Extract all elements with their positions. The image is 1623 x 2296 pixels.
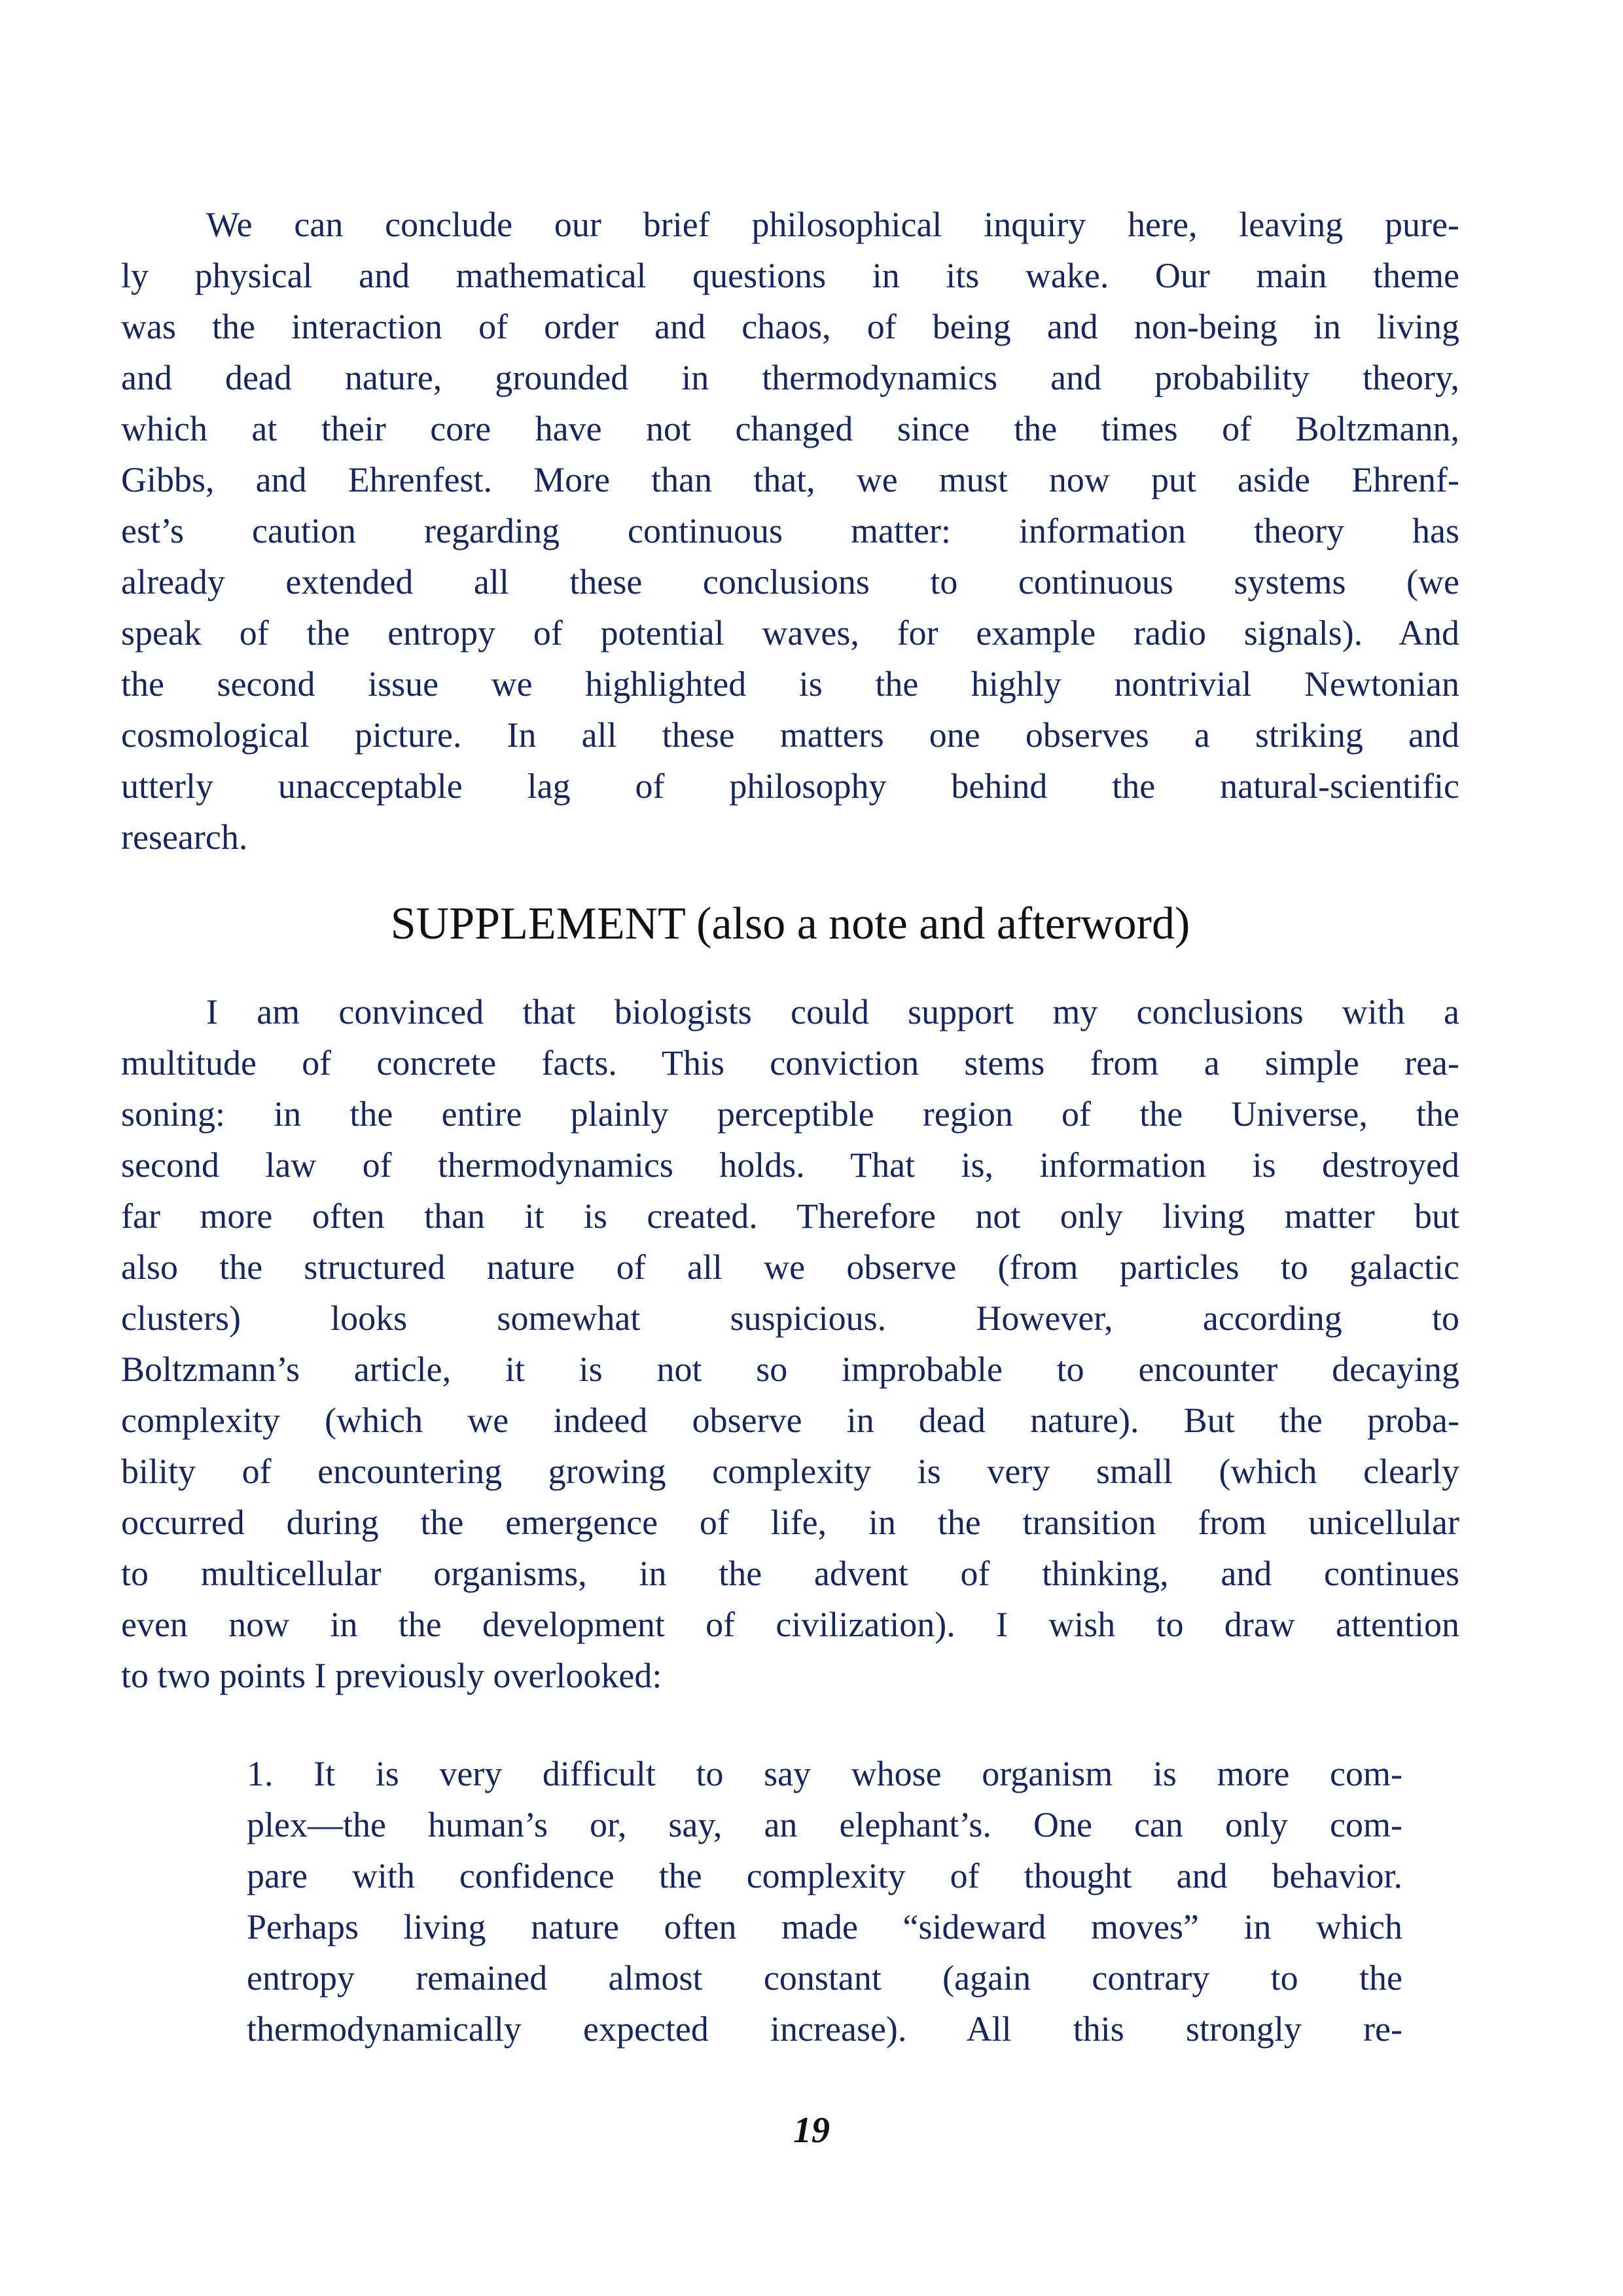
text-line: which at their core have not changed since the times of Boltzmann, bbox=[121, 409, 1459, 448]
text-line: occurred during the emergence of life, in the transition from unicellular bbox=[121, 1503, 1459, 1542]
text-line: second law of thermodynamics holds. That is, information is destroyed bbox=[121, 1145, 1459, 1185]
text-line: complexity (which we indeed observe in dead nature). But the proba- bbox=[121, 1401, 1459, 1440]
text-line: cosmological picture. In all these matters one observes a striking and bbox=[121, 715, 1459, 755]
paragraph-1 bbox=[121, 199, 1459, 863]
text-line: ly physical and mathematical questions in its wake. Our main theme bbox=[121, 256, 1459, 295]
text-line: speak of the entropy of potential waves, for example radio signals). And bbox=[121, 613, 1459, 653]
text-line: Gibbs, and Ehrenfest. More than that, we must now put aside Ehrenf- bbox=[121, 460, 1459, 499]
text-line: even now in the development of civilization). I wish to draw attention bbox=[121, 1605, 1459, 1644]
text-line: est’s caution regarding continuous matter: information theory has bbox=[121, 511, 1459, 550]
text-line: far more often than it is created. Therefore not only living matter but bbox=[121, 1196, 1459, 1236]
text-line: soning: in the entire plainly perceptible region of the Universe, the bbox=[121, 1094, 1459, 1134]
body-column bbox=[121, 199, 1459, 2054]
text-line: Perhaps living nature often made “sideward moves” in which bbox=[247, 1907, 1402, 1946]
text-line: 1. It is very difficult to say whose organism is more com- bbox=[247, 1754, 1402, 1793]
text-line: utterly unacceptable lag of philosophy behind the natural-scientific bbox=[121, 766, 1459, 806]
text-line: was the interaction of order and chaos, of being and non-being in living bbox=[121, 307, 1459, 346]
text-line: I am convinced that biologists could support my conclusions with a bbox=[206, 992, 1459, 1031]
text-line: entropy remained almost constant (again contrary to the bbox=[247, 1958, 1402, 1998]
paragraph-2 bbox=[121, 986, 1459, 1701]
section-heading: SUPPLEMENT (also a note and afterword) bbox=[390, 899, 1190, 949]
text-line: the second issue we highlighted is the highly nontrivial Newtonian bbox=[121, 664, 1459, 704]
text-line: research. bbox=[121, 817, 248, 857]
text-line: pare with confidence the complexity of thought and behavior. bbox=[247, 1856, 1402, 1895]
text-line: thermodynamically expected increase). All this strongly re- bbox=[247, 2009, 1402, 2049]
text-line: already extended all these conclusions to continuous systems (we bbox=[121, 562, 1459, 601]
text-line: Boltzmann’s article, it is not so improbable to encounter decaying bbox=[121, 1350, 1459, 1389]
text-line: clusters) looks somewhat suspicious. However, according to bbox=[121, 1299, 1459, 1338]
text-line: to multicellular organisms, in the advent of thinking, and continues bbox=[121, 1554, 1459, 1593]
text-line: plex—the human’s or, say, an elephant’s. One can only com- bbox=[247, 1805, 1402, 1844]
text-line: also the structured nature of all we observe (from particles to galactic bbox=[121, 1247, 1459, 1287]
page-number: 19 bbox=[793, 2110, 830, 2151]
numbered-item-1 bbox=[247, 1748, 1402, 2054]
text-line: and dead nature, grounded in thermodynamics and probability theory, bbox=[121, 358, 1459, 397]
text-line: multitude of concrete facts. This conviction stems from a simple rea- bbox=[121, 1043, 1459, 1083]
text-line: We can conclude our brief philosophical inquiry here, leaving pure- bbox=[206, 205, 1459, 244]
text-line: to two points I previously overlooked: bbox=[121, 1656, 662, 1695]
text-line: bility of encountering growing complexity is very small (which clearly bbox=[121, 1452, 1459, 1491]
